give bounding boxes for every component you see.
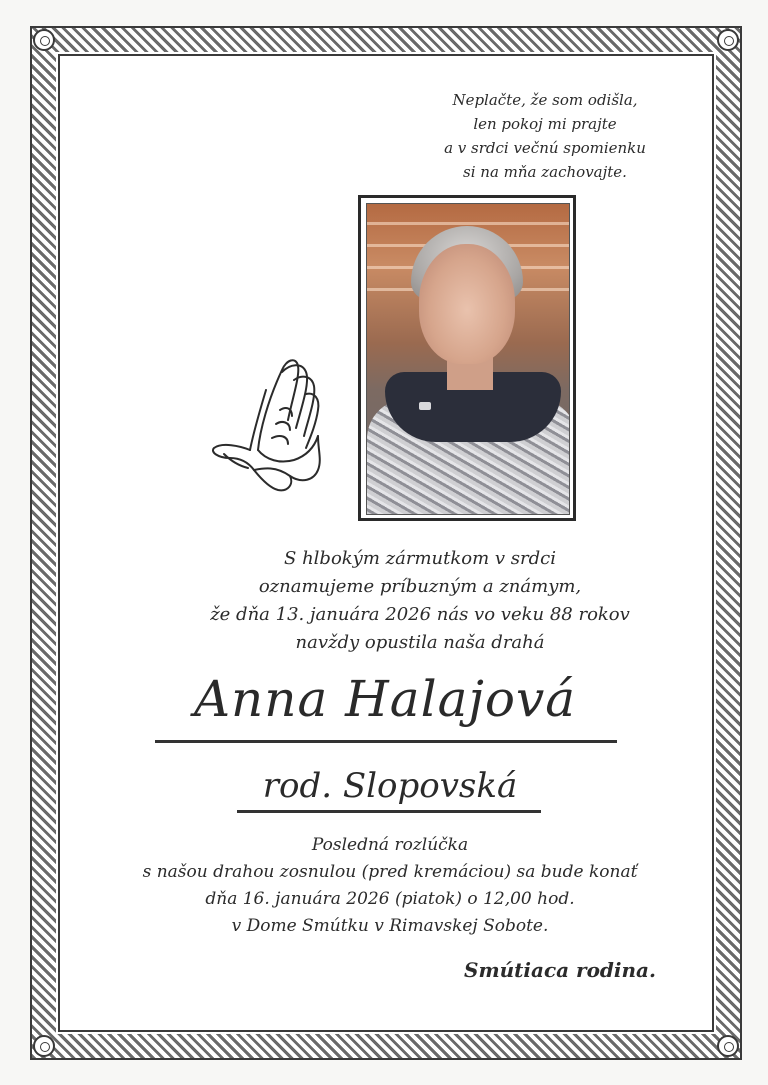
announcement-line: oznamujeme príbuzným a známym, [258, 576, 582, 597]
praying-hands-icon [210, 350, 328, 500]
corner-ornament-top-right [717, 29, 739, 51]
name-underline [155, 740, 617, 743]
portrait-photo [358, 195, 576, 521]
memorial-poem [420, 88, 670, 184]
announcement-line: že dňa 13. januára 2026 nás vo veku 88 rokov [210, 604, 630, 625]
poem-line: si na mňa zachovajte. [463, 163, 627, 181]
funeral-line: s našou drahou zosnulou (pred kremáciou) sa bude konať [142, 862, 638, 882]
maiden-name-underline [237, 810, 541, 813]
announcement [210, 545, 630, 657]
funeral-details [110, 832, 670, 940]
poem-line: Neplačte, že som odišla, [452, 91, 638, 109]
family-signature: Smútiaca rodina. [464, 958, 656, 982]
funeral-line: v Dome Smútku v Rimavskej Sobote. [231, 916, 549, 936]
announcement-line: S hlbokým zármutkom v srdci [284, 548, 556, 569]
corner-ornament-bottom-left [33, 1035, 55, 1057]
maiden-name: rod. Slopovská [262, 766, 518, 806]
poem-line: a v srdci večnú spomienku [444, 139, 646, 157]
funeral-line: dňa 16. januára 2026 (piatok) o 12,00 hod. [205, 889, 575, 909]
corner-ornament-top-left [33, 29, 55, 51]
portrait-image [366, 203, 570, 515]
corner-ornament-bottom-right [717, 1035, 739, 1057]
funeral-line: Posledná rozlúčka [311, 835, 469, 855]
poem-line: len pokoj mi prajte [473, 115, 617, 133]
announcement-line: navždy opustila naša drahá [295, 632, 545, 653]
deceased-name: Anna Halajová [193, 670, 577, 728]
